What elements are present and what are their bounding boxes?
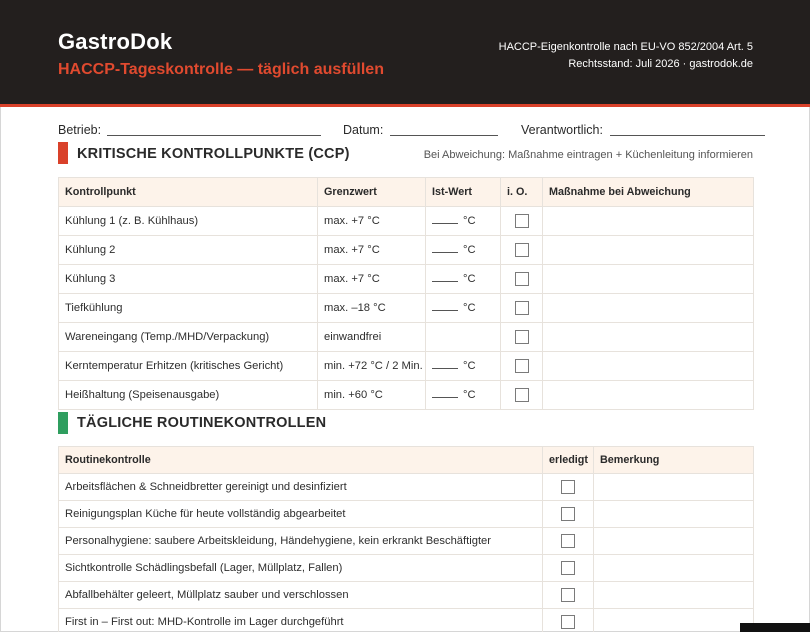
datum-field[interactable] <box>390 135 498 136</box>
datum-label: Datum: <box>343 123 384 137</box>
ist-wert-blank[interactable] <box>432 273 458 282</box>
ccp-limit: max. +7 °C <box>318 207 426 236</box>
bemerkung-field[interactable] <box>594 609 754 632</box>
ccp-header-row <box>59 178 754 207</box>
ccp-limit: einwandfrei <box>318 323 426 352</box>
ist-wert-blank[interactable] <box>432 389 458 398</box>
ccp-limit: min. +60 °C <box>318 381 426 410</box>
table-row <box>59 474 754 501</box>
io-cell <box>501 236 543 265</box>
erledigt-checkbox[interactable] <box>561 480 575 494</box>
ccp-limit: min. +72 °C / 2 Min. <box>318 352 426 381</box>
ist-wert-field[interactable] <box>426 323 501 352</box>
table-row <box>59 555 754 582</box>
verantwortlich-field[interactable] <box>610 135 765 136</box>
io-checkbox[interactable] <box>515 388 529 402</box>
unit-label: °C <box>463 389 476 401</box>
erledigt-cell <box>543 609 594 632</box>
io-cell <box>501 381 543 410</box>
io-checkbox[interactable] <box>515 243 529 257</box>
massnahme-field[interactable] <box>543 323 754 352</box>
io-cell <box>501 352 543 381</box>
table-row <box>59 582 754 609</box>
ccp-limit: max. –18 °C <box>318 294 426 323</box>
table-row <box>59 294 754 323</box>
erledigt-checkbox[interactable] <box>561 615 575 629</box>
massnahme-field[interactable] <box>543 236 754 265</box>
table-row <box>59 207 754 236</box>
brand-name: GastroDok <box>58 29 173 54</box>
table-row <box>59 265 754 294</box>
unit-label: °C <box>463 360 476 372</box>
header-accent-rule <box>0 104 810 107</box>
table-row <box>59 323 754 352</box>
ccp-section-title: KRITISCHE KONTROLLPUNKTE (CCP) <box>77 146 350 162</box>
routine-item: Personalhygiene: saubere Arbeitskleidung, Händehygiene, kein erkrankt Beschäftigter <box>59 528 543 555</box>
routine-header-row <box>59 447 754 474</box>
erledigt-checkbox[interactable] <box>561 588 575 602</box>
routine-section-marker <box>58 412 68 434</box>
ccp-point: Wareneingang (Temp./MHD/Verpackung) <box>59 323 318 352</box>
ccp-limit: max. +7 °C <box>318 265 426 294</box>
erledigt-cell <box>543 474 594 501</box>
io-checkbox[interactable] <box>515 272 529 286</box>
unit-label: °C <box>463 273 476 285</box>
col-kontrollpunkt: Kontrollpunkt <box>59 178 318 207</box>
io-checkbox[interactable] <box>515 214 529 228</box>
ist-wert-blank[interactable] <box>432 302 458 311</box>
col-grenzwert: Grenzwert <box>318 178 426 207</box>
ccp-point: Kerntemperatur Erhitzen (kritisches Gericht) <box>59 352 318 381</box>
massnahme-field[interactable] <box>543 352 754 381</box>
ccp-point: Heißhaltung (Speisenausgabe) <box>59 381 318 410</box>
verantwortlich-label: Verantwortlich: <box>521 123 603 137</box>
ccp-point: Tiefkühlung <box>59 294 318 323</box>
massnahme-field[interactable] <box>543 265 754 294</box>
table-row <box>59 609 754 632</box>
ccp-limit: max. +7 °C <box>318 236 426 265</box>
routine-section-title: TÄGLICHE ROUTINEKONTROLLEN <box>77 415 327 431</box>
massnahme-field[interactable] <box>543 381 754 410</box>
legal-meta <box>499 39 753 73</box>
ist-wert-field[interactable] <box>426 207 501 236</box>
erledigt-cell <box>543 582 594 609</box>
ist-wert-field[interactable] <box>426 236 501 265</box>
routine-table <box>58 446 754 632</box>
ist-wert-field[interactable] <box>426 294 501 323</box>
erledigt-cell <box>543 528 594 555</box>
ist-wert-field[interactable] <box>426 265 501 294</box>
ccp-table <box>58 177 754 410</box>
ccp-point: Kühlung 3 <box>59 265 318 294</box>
io-checkbox[interactable] <box>515 301 529 315</box>
table-row <box>59 501 754 528</box>
erledigt-cell <box>543 501 594 528</box>
erledigt-checkbox[interactable] <box>561 561 575 575</box>
erledigt-cell <box>543 555 594 582</box>
form-fields <box>58 122 768 140</box>
massnahme-field[interactable] <box>543 294 754 323</box>
table-row <box>59 236 754 265</box>
unit-label: °C <box>463 302 476 314</box>
col-bemerkung: Bemerkung <box>594 447 754 474</box>
unit-label: °C <box>463 215 476 227</box>
ist-wert-field[interactable] <box>426 352 501 381</box>
document-subtitle: HACCP-Tageskontrolle — täglich ausfüllen <box>58 61 384 78</box>
legal-meta-line2: Rechtsstand: Juli 2026 · gastrodok.de <box>568 58 753 70</box>
document-header <box>0 0 810 104</box>
io-cell <box>501 294 543 323</box>
routine-item: Arbeitsflächen & Schneidbretter gereinigt und desinfiziert <box>59 474 543 501</box>
col-ist-wert: Ist-Wert <box>426 178 501 207</box>
table-row <box>59 352 754 381</box>
legal-meta-line1: HACCP-Eigenkontrolle nach EU-VO 852/2004 Art. 5 <box>498 41 753 53</box>
table-row <box>59 381 754 410</box>
bemerkung-field[interactable] <box>594 528 754 555</box>
col-massnahme: Maßnahme bei Abweichung <box>543 178 754 207</box>
erledigt-checkbox[interactable] <box>561 507 575 521</box>
bemerkung-field[interactable] <box>594 501 754 528</box>
col-erledigt: erledigt <box>543 447 594 474</box>
page-corner-mark <box>740 623 810 632</box>
bemerkung-field[interactable] <box>594 582 754 609</box>
ist-wert-blank[interactable] <box>432 360 458 369</box>
routine-item: First in – First out: MHD-Kontrolle im Lager durchgeführt <box>59 609 543 632</box>
col-routinekontrolle: Routinekontrolle <box>59 447 543 474</box>
routine-item: Reinigungsplan Küche für heute vollständig abgearbeitet <box>59 501 543 528</box>
bemerkung-field[interactable] <box>594 555 754 582</box>
ccp-point: Kühlung 1 (z. B. Kühlhaus) <box>59 207 318 236</box>
ccp-section-note: Bei Abweichung: Maßnahme eintragen + Küchenleitung informieren <box>423 149 753 161</box>
io-cell <box>501 207 543 236</box>
table-row <box>59 528 754 555</box>
io-cell <box>501 265 543 294</box>
ist-wert-blank[interactable] <box>432 215 458 224</box>
ist-wert-field[interactable] <box>426 381 501 410</box>
io-checkbox[interactable] <box>515 359 529 373</box>
io-cell <box>501 323 543 352</box>
routine-item: Abfallbehälter geleert, Müllplatz sauber und verschlossen <box>59 582 543 609</box>
routine-item: Sichtkontrolle Schädlingsbefall (Lager, Müllplatz, Fallen) <box>59 555 543 582</box>
io-checkbox[interactable] <box>515 330 529 344</box>
ist-wert-blank[interactable] <box>432 244 458 253</box>
erledigt-checkbox[interactable] <box>561 534 575 548</box>
massnahme-field[interactable] <box>543 207 754 236</box>
betrieb-label: Betrieb: <box>58 123 102 137</box>
ccp-section-marker <box>58 142 68 164</box>
col-io: i. O. <box>501 178 543 207</box>
ccp-point: Kühlung 2 <box>59 236 318 265</box>
unit-label: °C <box>463 244 476 256</box>
bemerkung-field[interactable] <box>594 474 754 501</box>
betrieb-field[interactable] <box>107 135 321 136</box>
